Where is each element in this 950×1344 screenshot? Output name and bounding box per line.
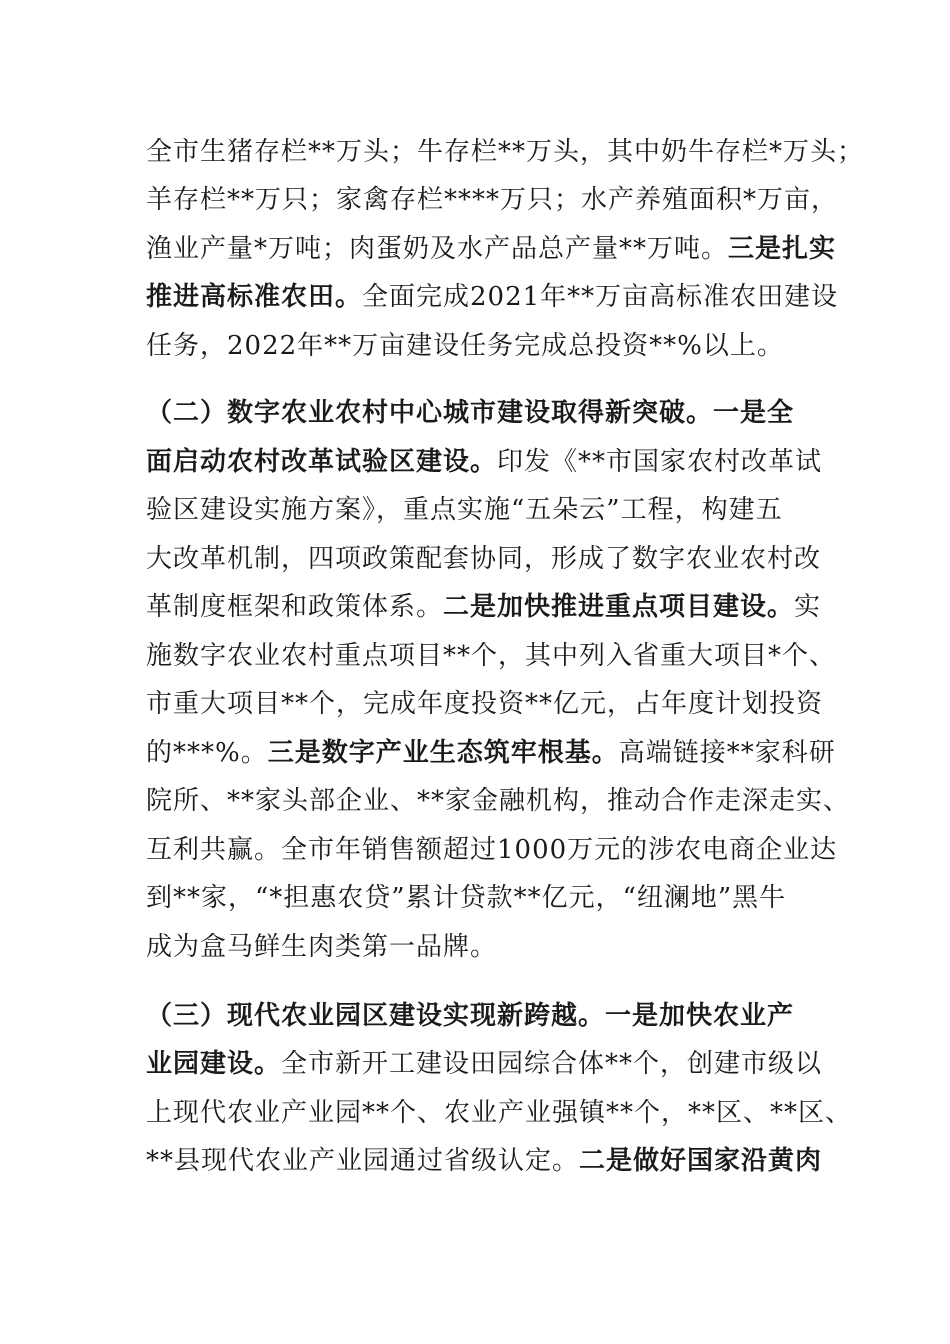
- text-segment: 渔业产量*万吨；肉蛋奶及水产品总产量**万吨。: [146, 234, 729, 264]
- text-line: [146, 326, 826, 366]
- bold-heading-segment: 面启动农村改革试验区建设。: [146, 447, 498, 477]
- text-line: [146, 442, 826, 482]
- text-line: [146, 1141, 826, 1181]
- text-line: [146, 1044, 826, 1084]
- text-segment: 任务，2022年**万亩建设任务完成总投资**%以上。: [146, 331, 784, 361]
- text-line: [146, 830, 838, 870]
- text-line: [146, 132, 865, 172]
- text-segment: 革制度框架和政策体系。: [146, 592, 444, 622]
- text-segment: 印发《**市国家农村改革试: [497, 447, 823, 477]
- section-heading: （三）现代农业园区建设实现新跨越。一是加快农业产: [146, 1001, 795, 1031]
- text-line: [146, 490, 826, 530]
- text-line: [146, 781, 851, 821]
- text-segment: 施数字农业农村重点项目**个，其中列入省重大项目*个、: [146, 641, 837, 671]
- text-segment: 全市新开工建设田园综合体**个，创建市级以: [281, 1049, 823, 1079]
- text-segment: 高端链接**家科研: [618, 738, 836, 768]
- bold-heading-segment: 三是数字产业生态筑牢根基。: [267, 738, 619, 768]
- text-line: [146, 277, 839, 317]
- text-segment: 成为盒马鲜生肉类第一品牌。: [146, 932, 498, 962]
- text-line: [146, 927, 826, 967]
- text-line: [146, 684, 826, 724]
- bold-heading-segment: 业园建设。: [146, 1049, 282, 1079]
- text-line: [146, 180, 839, 220]
- text-segment: 全市生猪存栏**万头；牛存栏**万头，其中奶牛存栏*万头；: [146, 137, 865, 167]
- text-segment: 大改革机制，四项政策配套协同，形成了数字农业农村改: [146, 544, 822, 574]
- section-heading: （二）数字农业农村中心城市建设取得新突破。一是全: [146, 398, 795, 428]
- bold-heading-segment: 三是扎实: [728, 234, 837, 264]
- section-heading-line: [146, 393, 826, 433]
- bold-heading-segment: 二是做好国家沿黄肉: [579, 1146, 823, 1176]
- text-segment: 羊存栏**万只；家禽存栏****万只；水产养殖面积*万亩，: [146, 185, 839, 215]
- text-segment: 上现代农业产业园**个、农业产业强镇**个，**区、**区、: [146, 1098, 853, 1128]
- text-line: [146, 878, 826, 918]
- text-line: [146, 636, 837, 676]
- bold-heading-segment: 推进高标准农田。: [146, 282, 363, 312]
- text-segment: 到**家，“*担惠农贷”累计贷款**亿元，“纽澜地”黑牛: [146, 883, 787, 913]
- text-segment: 全面完成2021年**万亩高标准农田建设: [362, 282, 839, 312]
- text-line: [146, 229, 837, 269]
- text-segment: 验区建设实施方案》，重点实施“五朵云”工程，构建五: [146, 495, 783, 525]
- text-segment: **县现代农业产业园通过省级认定。: [146, 1146, 580, 1176]
- bold-heading-segment: 二是加快推进重点项目建设。: [443, 592, 795, 622]
- text-line: [146, 587, 826, 627]
- text-segment: 实: [794, 592, 822, 622]
- text-segment: 院所、**家头部企业、**家金融机构，推动合作走深走实、: [146, 786, 851, 816]
- text-line: [146, 1093, 853, 1133]
- text-line: [146, 539, 826, 579]
- section-heading-line: [146, 996, 826, 1036]
- text-segment: 的***%。: [146, 738, 268, 768]
- text-line: [146, 733, 836, 773]
- text-segment: 互利共赢。全市年销售额超过1000万元的涉农电商企业达: [146, 835, 838, 865]
- text-segment: 市重大项目**个，完成年度投资**亿元，占年度计划投资: [146, 689, 824, 719]
